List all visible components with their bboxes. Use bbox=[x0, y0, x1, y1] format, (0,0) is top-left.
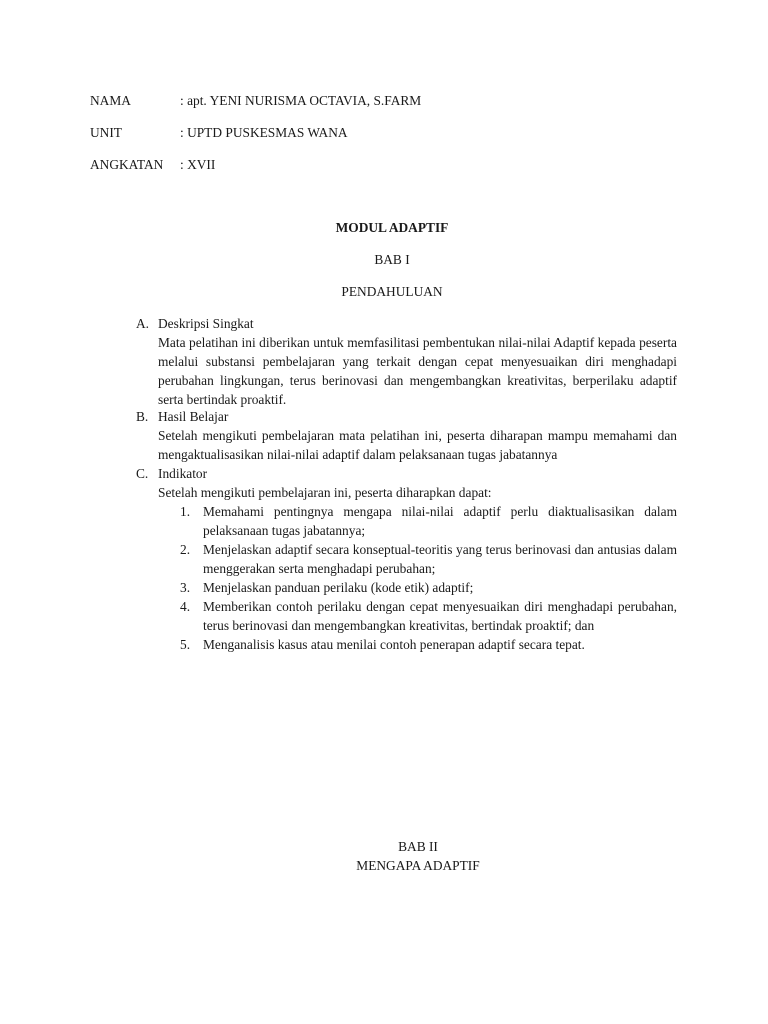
section-paragraph: Setelah mengikuti pembelajaran mata pelatihan ini, peserta diharapan mampu memahami dan mengaktualisasikan nilai-nilai adaptif dalam pelaksanaan tugas jabatannya bbox=[158, 428, 677, 462]
list-item-number: 5. bbox=[180, 637, 191, 652]
list-item-number: 4. bbox=[180, 599, 191, 614]
nama-value: : apt. YENI NURISMA OCTAVIA, S.FARM bbox=[180, 93, 422, 108]
angkatan-value: : XVII bbox=[180, 157, 216, 172]
bab2-label: BAB II bbox=[398, 839, 438, 854]
section-intro: Setelah mengikuti pembelajaran ini, peserta diharapkan dapat: bbox=[158, 485, 492, 500]
nama-label: NAMA bbox=[90, 93, 131, 108]
section-heading bbox=[136, 407, 681, 426]
list-item-text: Menjelaskan adaptif secara konseptual-teoritis yang terus berinovasi dan antusias dalam menggerakan serta menghadapi perubahan; bbox=[203, 542, 677, 576]
list-item-number: 2. bbox=[180, 542, 191, 557]
indikator-list bbox=[158, 502, 677, 654]
list-item bbox=[158, 635, 677, 654]
section-letter: B. bbox=[136, 409, 149, 424]
list-item bbox=[158, 578, 677, 597]
list-item bbox=[158, 502, 677, 540]
section-hasil-belajar bbox=[136, 407, 681, 464]
document-title: MODUL ADAPTIF bbox=[335, 220, 449, 235]
section-paragraph: Mata pelatihan ini diberikan untuk memfasilitasi pembentukan nilai-nilai Adaptif kepada peserta melalui substansi pembelajaran yang terkait dengan cepat menyesuaikan diri menghadapi perubahan lingkungan, terus berinovasi dan mengembangkan kreativitas, berperilaku adaptif serta bertindak proaktif. bbox=[158, 335, 677, 407]
list-item-text: Menjelaskan panduan perilaku (kode etik) adaptif; bbox=[203, 580, 474, 595]
list-item-number: 1. bbox=[180, 504, 191, 519]
bab2-title: MENGAPA ADAPTIF bbox=[356, 858, 480, 873]
list-item-text: Menganalisis kasus atau menilai contoh penerapan adaptif secara tepat. bbox=[203, 637, 585, 652]
bab1-label: BAB I bbox=[374, 252, 410, 267]
section-heading bbox=[136, 314, 681, 333]
section-heading bbox=[136, 464, 681, 483]
list-item bbox=[158, 597, 677, 635]
section-indikator bbox=[136, 464, 681, 654]
list-item-number: 3. bbox=[180, 580, 191, 595]
section-title: Hasil Belajar bbox=[158, 409, 229, 424]
bab1-title: PENDAHULUAN bbox=[341, 284, 443, 299]
section-title: Indikator bbox=[158, 466, 208, 481]
section-letter: C. bbox=[136, 466, 149, 481]
section-title: Deskripsi Singkat bbox=[158, 316, 254, 331]
unit-label: UNIT bbox=[90, 125, 122, 140]
angkatan-label: ANGKATAN bbox=[90, 157, 164, 172]
section-letter: A. bbox=[136, 316, 150, 331]
unit-value: : UPTD PUSKESMAS WANA bbox=[180, 125, 348, 140]
list-item-text: Memberikan contoh perilaku dengan cepat menyesuaikan diri menghadapi perubahan, terus berinovasi dan mengembangkan kreativitas, bertindak proaktif; dan bbox=[203, 599, 677, 633]
list-item-text: Memahami pentingnya mengapa nilai-nilai adaptif perlu diaktualisasikan dalam pelaksanaan tugas jabatannya; bbox=[203, 504, 677, 538]
section-deskripsi-singkat bbox=[136, 314, 681, 409]
list-item bbox=[158, 540, 677, 578]
